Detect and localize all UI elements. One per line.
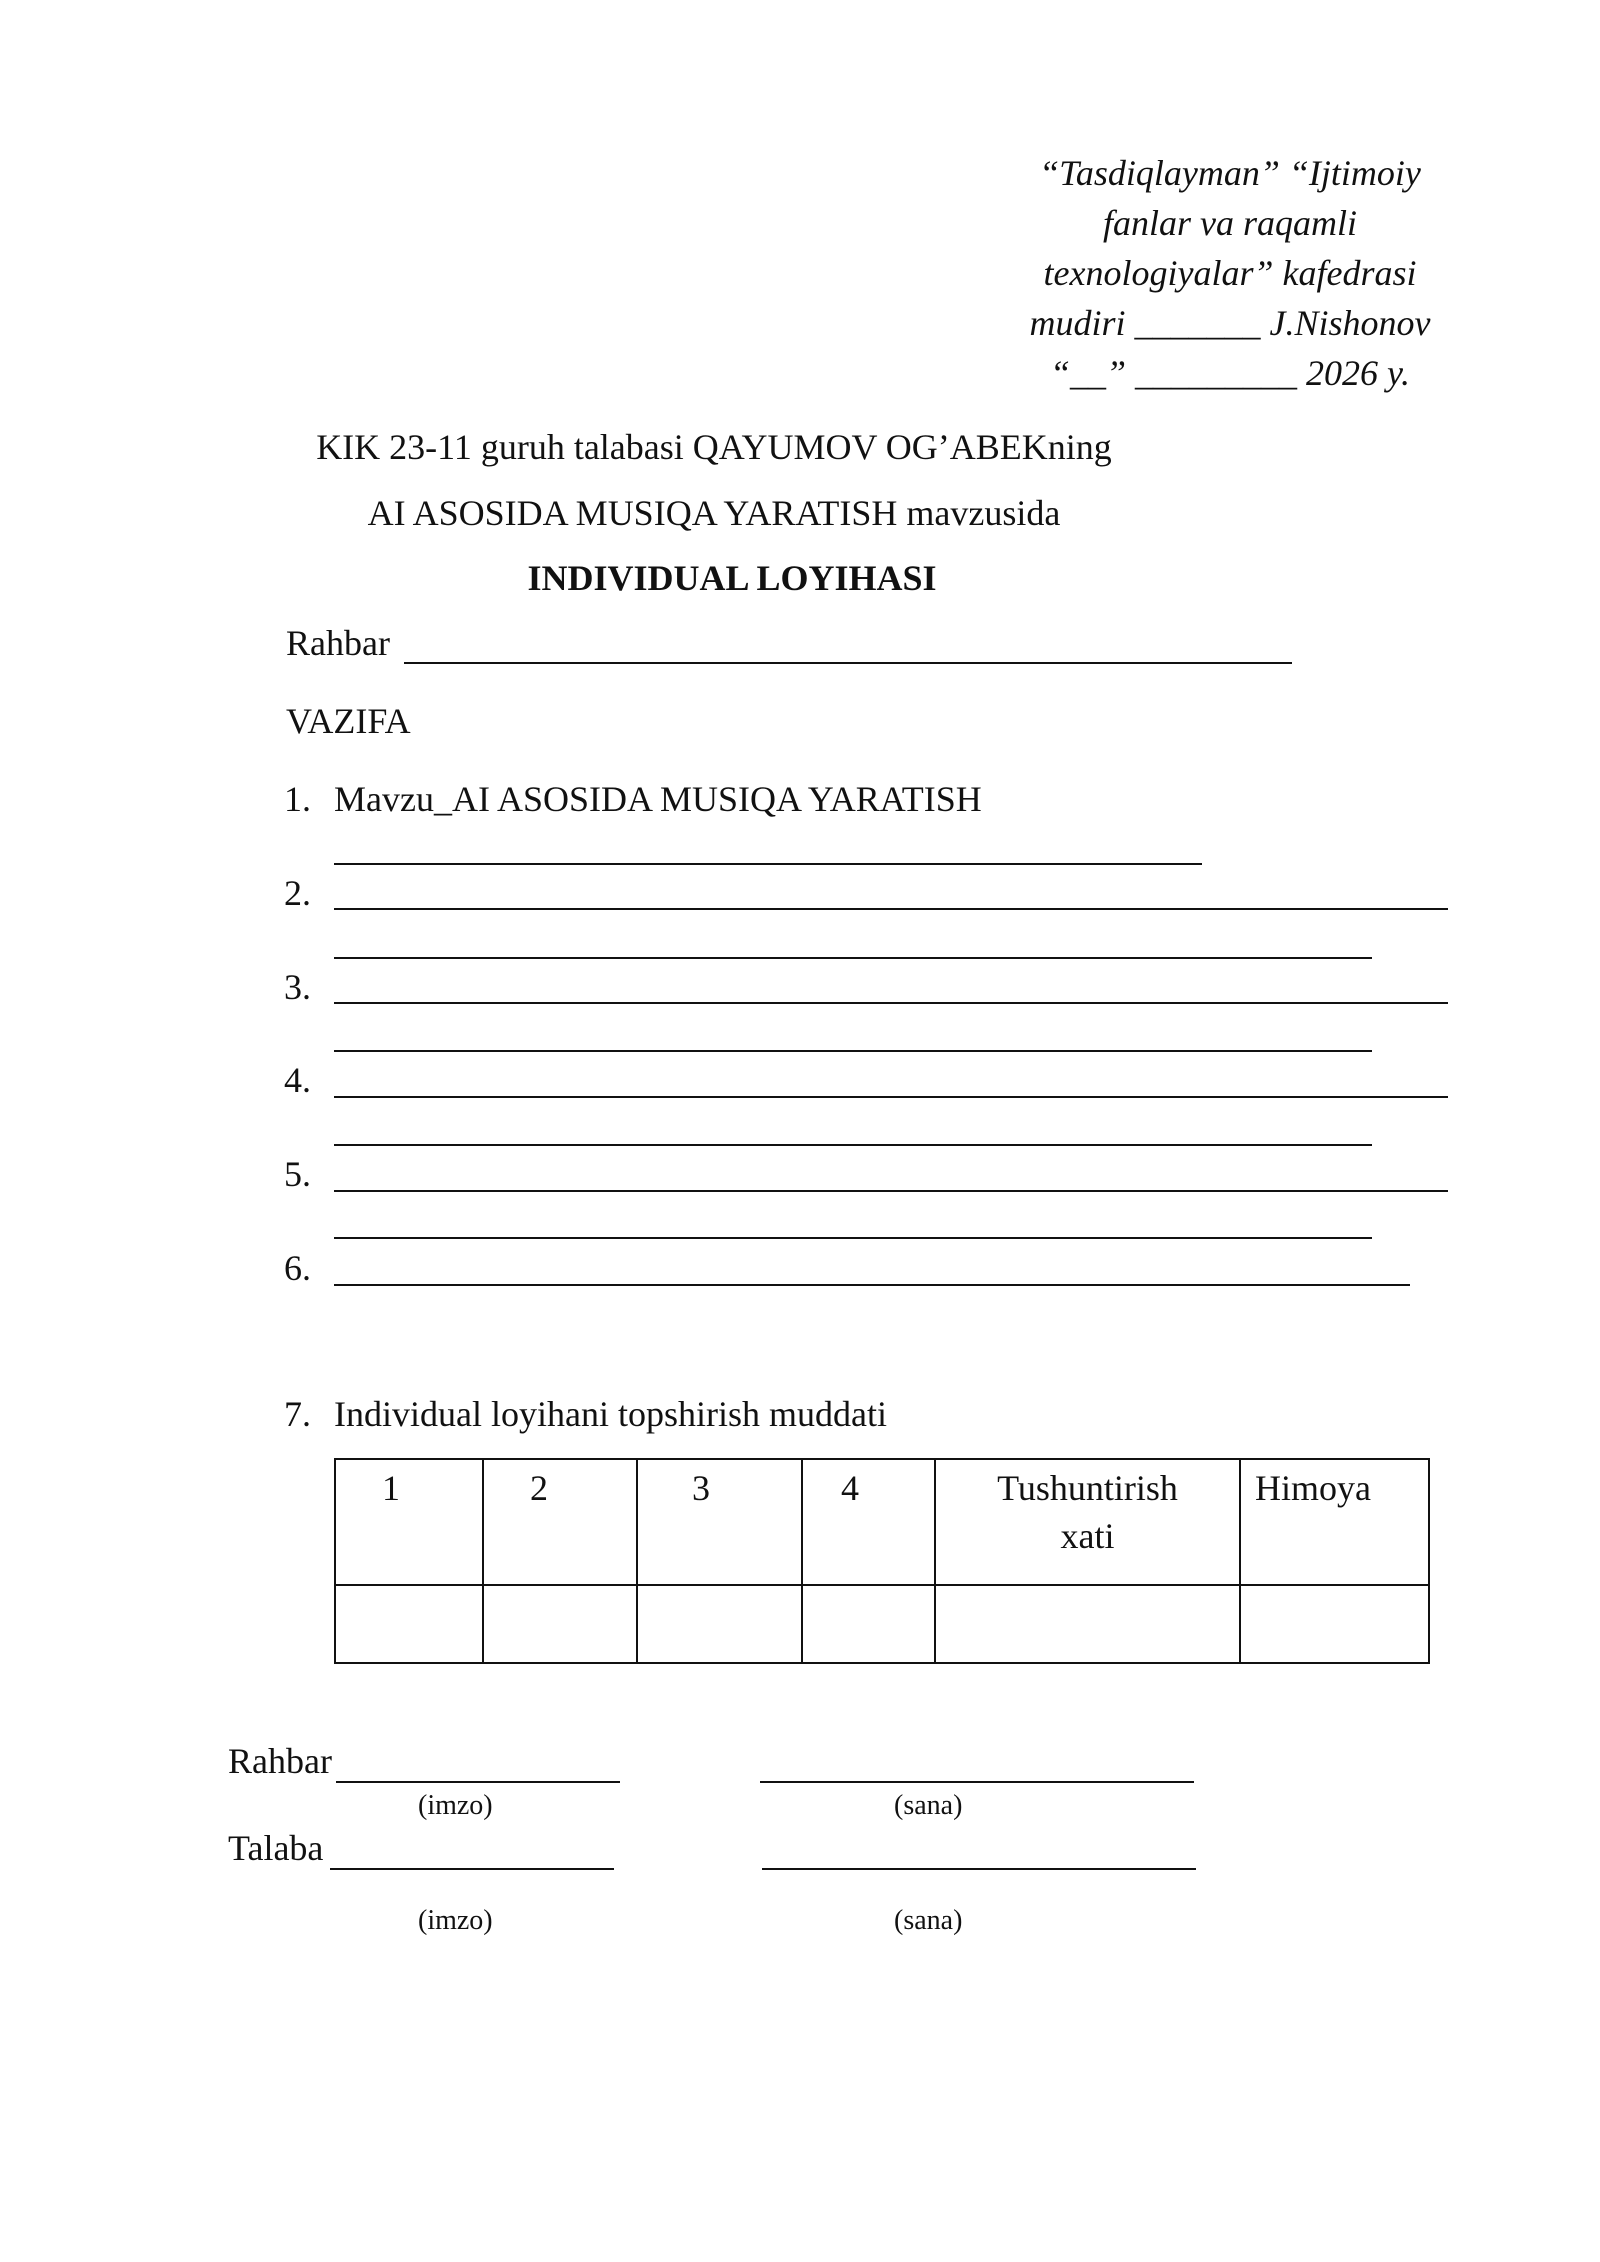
task-number: 2.: [284, 873, 311, 913]
task-text: Individual loyihani topshirish muddati: [334, 1394, 887, 1434]
table-header-cell: Tushuntirish xati: [935, 1459, 1240, 1585]
task-number: 1.: [284, 779, 311, 819]
student-line: KIK 23-11 guruh talabasi QAYUMOV OG’ABEKning: [316, 427, 1112, 467]
table-header-cell: 2: [483, 1459, 637, 1585]
table-header-cell: 4: [802, 1459, 935, 1585]
task-number: 6.: [284, 1248, 311, 1288]
signature-imzo-caption: (imzo): [418, 1790, 493, 1821]
rahbar-label: Rahbar: [286, 623, 390, 663]
vazifa-heading: VAZIFA: [286, 701, 411, 741]
task-fill-line: [334, 1190, 1448, 1192]
table-cell[interactable]: [935, 1585, 1240, 1663]
rahbar-fill-line: [404, 662, 1292, 664]
task-number: 7.: [284, 1394, 311, 1434]
table-cell[interactable]: [483, 1585, 637, 1663]
signature-talaba-label: Talaba: [228, 1828, 324, 1868]
task-fill-line: [334, 908, 1448, 910]
table-row: [335, 1585, 1429, 1663]
task-text: Mavzu_AI ASOSIDA MUSIQA YARATISH: [334, 779, 982, 819]
table-cell[interactable]: [1240, 1585, 1429, 1663]
table-header-cell: Himoya: [1240, 1459, 1429, 1585]
signature-imzo-caption: (imzo): [418, 1905, 493, 1936]
task-fill-line: [334, 957, 1372, 959]
table-header-cell: 3: [637, 1459, 802, 1585]
deadline-table: [334, 1458, 1430, 1664]
task-fill-line: [334, 1050, 1372, 1052]
approval-block: [1010, 148, 1450, 398]
signature-talaba-imzo-line: [330, 1868, 614, 1870]
signature-sana-caption: (sana): [894, 1905, 963, 1936]
document-title: INDIVIDUAL LOYIHASI: [527, 558, 937, 598]
task-fill-line: [334, 1002, 1448, 1004]
task-number: 4.: [284, 1060, 311, 1100]
signature-talaba-sana-line: [762, 1868, 1196, 1870]
task-fill-line: [334, 1237, 1372, 1239]
task-fill-line: [334, 1144, 1372, 1146]
signature-rahbar-sana-line: [760, 1781, 1194, 1783]
approval-line: “__” _________ 2026 y.: [1049, 353, 1411, 393]
topic-line: AI ASOSIDA MUSIQA YARATISH mavzusida: [367, 493, 1061, 533]
table-header-cell: 1: [335, 1459, 483, 1585]
approval-line: fanlar va raqamli: [1102, 203, 1357, 243]
approval-line: mudiri _______ J.Nishonov: [1029, 303, 1431, 343]
approval-line: “Tasdiqlayman” “Ijtimoiy: [1039, 153, 1421, 193]
task-fill-line: [334, 1284, 1410, 1286]
task-number: 5.: [284, 1154, 311, 1194]
task-fill-line: [334, 1096, 1448, 1098]
table-cell[interactable]: [637, 1585, 802, 1663]
signature-rahbar-label: Rahbar: [228, 1741, 332, 1781]
table-cell[interactable]: [335, 1585, 483, 1663]
signature-rahbar-imzo-line: [336, 1781, 620, 1783]
table-header-row: [335, 1459, 1429, 1585]
table-cell[interactable]: [802, 1585, 935, 1663]
task-number: 3.: [284, 967, 311, 1007]
task-fill-line: [334, 863, 1202, 865]
approval-line: texnologiyalar” kafedrasi: [1043, 253, 1417, 293]
signature-sana-caption: (sana): [894, 1790, 963, 1821]
